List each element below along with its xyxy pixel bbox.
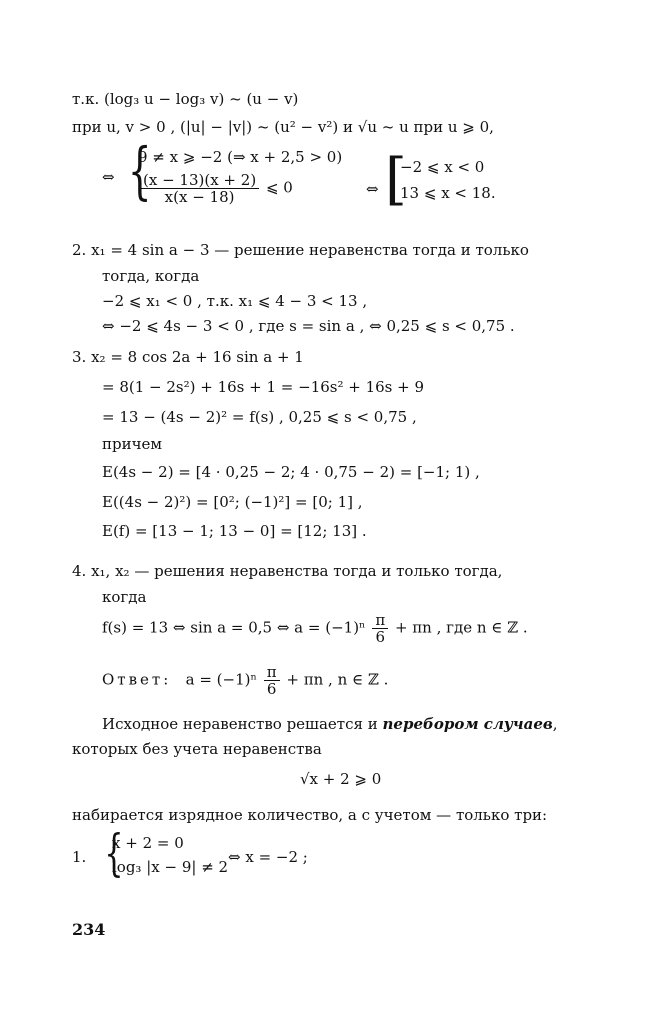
case-1-line-1: x + 2 = 0 — [112, 834, 184, 852]
item-3-line-4: причем — [102, 435, 163, 453]
fraction-denominator: x(x − 18) — [164, 188, 235, 206]
case-1-number: 1. — [72, 848, 87, 866]
fraction-numerator: (x − 13)(x + 2) — [140, 172, 259, 189]
system-line-2 — [138, 172, 293, 205]
item-3-line-6: E((4s − 2)²) = [0²; (−1)²] = [0; 1] , — [102, 493, 363, 511]
system-line-2-tail: ⩽ 0 — [265, 178, 293, 197]
item-3-line-7: E(f) = [13 − 1; 13 − 0] = [12; 13] . — [102, 522, 367, 540]
set-bracket: [ — [385, 147, 407, 212]
set-line-1: −2 ⩽ x < 0 — [400, 158, 485, 176]
fraction-numerator: π — [264, 664, 280, 681]
item-4-formula-end: + πn , где n ∈ ℤ . — [394, 618, 528, 637]
centered-formula: √x + 2 ⩾ 0 — [300, 770, 382, 788]
item-4-formula-start: f(s) = 13 ⇔ sin a = 0,5 ⇔ a = (−1)ⁿ — [102, 618, 366, 637]
item-2-line-1: 2. x₁ = 4 sin a − 3 — решение неравенства тогда и только — [72, 241, 529, 259]
paragraph-comma: , — [552, 715, 558, 733]
item-4-line-2: когда — [102, 588, 147, 606]
answer-label: Ответ: — [102, 670, 172, 689]
pi-over-6-fraction — [264, 664, 280, 697]
page-number: 234 — [72, 920, 106, 939]
answer-formula-start: a = (−1)ⁿ — [185, 670, 257, 689]
set-line-2: 13 ⩽ x < 18. — [400, 184, 496, 202]
equiv-arrow: ⇔ — [102, 168, 115, 186]
fraction-denominator: 6 — [266, 680, 277, 698]
emphasis-text: перебором случаев — [382, 715, 553, 733]
item-2-line-2: тогда, когда — [102, 267, 200, 285]
system-brace: { — [127, 134, 152, 207]
answer-formula-end: + πn , n ∈ ℤ . — [286, 670, 389, 689]
item-4-line-3 — [102, 612, 528, 645]
item-3-line-3: = 13 − (4s − 2)² = f(s) , 0,25 ⩽ s < 0,75 , — [102, 408, 417, 426]
fraction-denominator: 6 — [375, 628, 386, 646]
case-1-result: ⇔ x = −2 ; — [228, 848, 308, 866]
item-3-line-2: = 8(1 − 2s²) + 16s + 1 = −16s² + 16s + 9 — [102, 378, 425, 396]
item-2-line-4: ⇔ −2 ⩽ 4s − 3 < 0 , где s = sin a , ⇔ 0,25 ⩽ s < 0,75 . — [102, 317, 515, 335]
equiv-arrow-2: ⇔ — [366, 180, 379, 198]
paragraph-text-start: Исходное неравенство решается и — [102, 715, 383, 733]
fraction-numerator: π — [372, 612, 388, 629]
system-line-1: 9 ≠ x ⩾ −2 (⇒ x + 2,5 > 0) — [138, 148, 343, 166]
item-4-line-1: 4. x₁, x₂ — решения неравенства тогда и только тогда, — [72, 562, 503, 580]
text-line-1: т.к. (log₃ u − log₃ v) ~ (u − v) — [72, 90, 299, 108]
text-line-2: при u, v > 0 , (|u| − |v|) ~ (u² − v²) и √u ~ u при u ⩾ 0, — [72, 118, 494, 136]
item-3-line-5: E(4s − 2) = [4 · 0,25 − 2; 4 · 0,75 − 2) = [−1; 1) , — [102, 463, 480, 481]
case-brace: { — [104, 824, 124, 882]
pi-over-6-fraction — [372, 612, 388, 645]
fraction — [140, 172, 259, 205]
item-3-line-1: 3. x₂ = 8 cos 2a + 16 sin a + 1 — [72, 348, 304, 366]
paragraph-line-1 — [102, 715, 558, 733]
case-1-line-2: log₃ |x − 9| ≠ 2 — [112, 858, 229, 876]
item-2-line-3: −2 ⩽ x₁ < 0 , т.к. x₁ ⩽ 4 − 3 < 13 , — [102, 292, 368, 310]
paragraph-line-2: которых без учета неравенства — [72, 740, 322, 758]
answer-line — [102, 664, 388, 697]
paragraph-line-3: набирается изрядное количество, а с учетом — только три: — [72, 806, 548, 824]
